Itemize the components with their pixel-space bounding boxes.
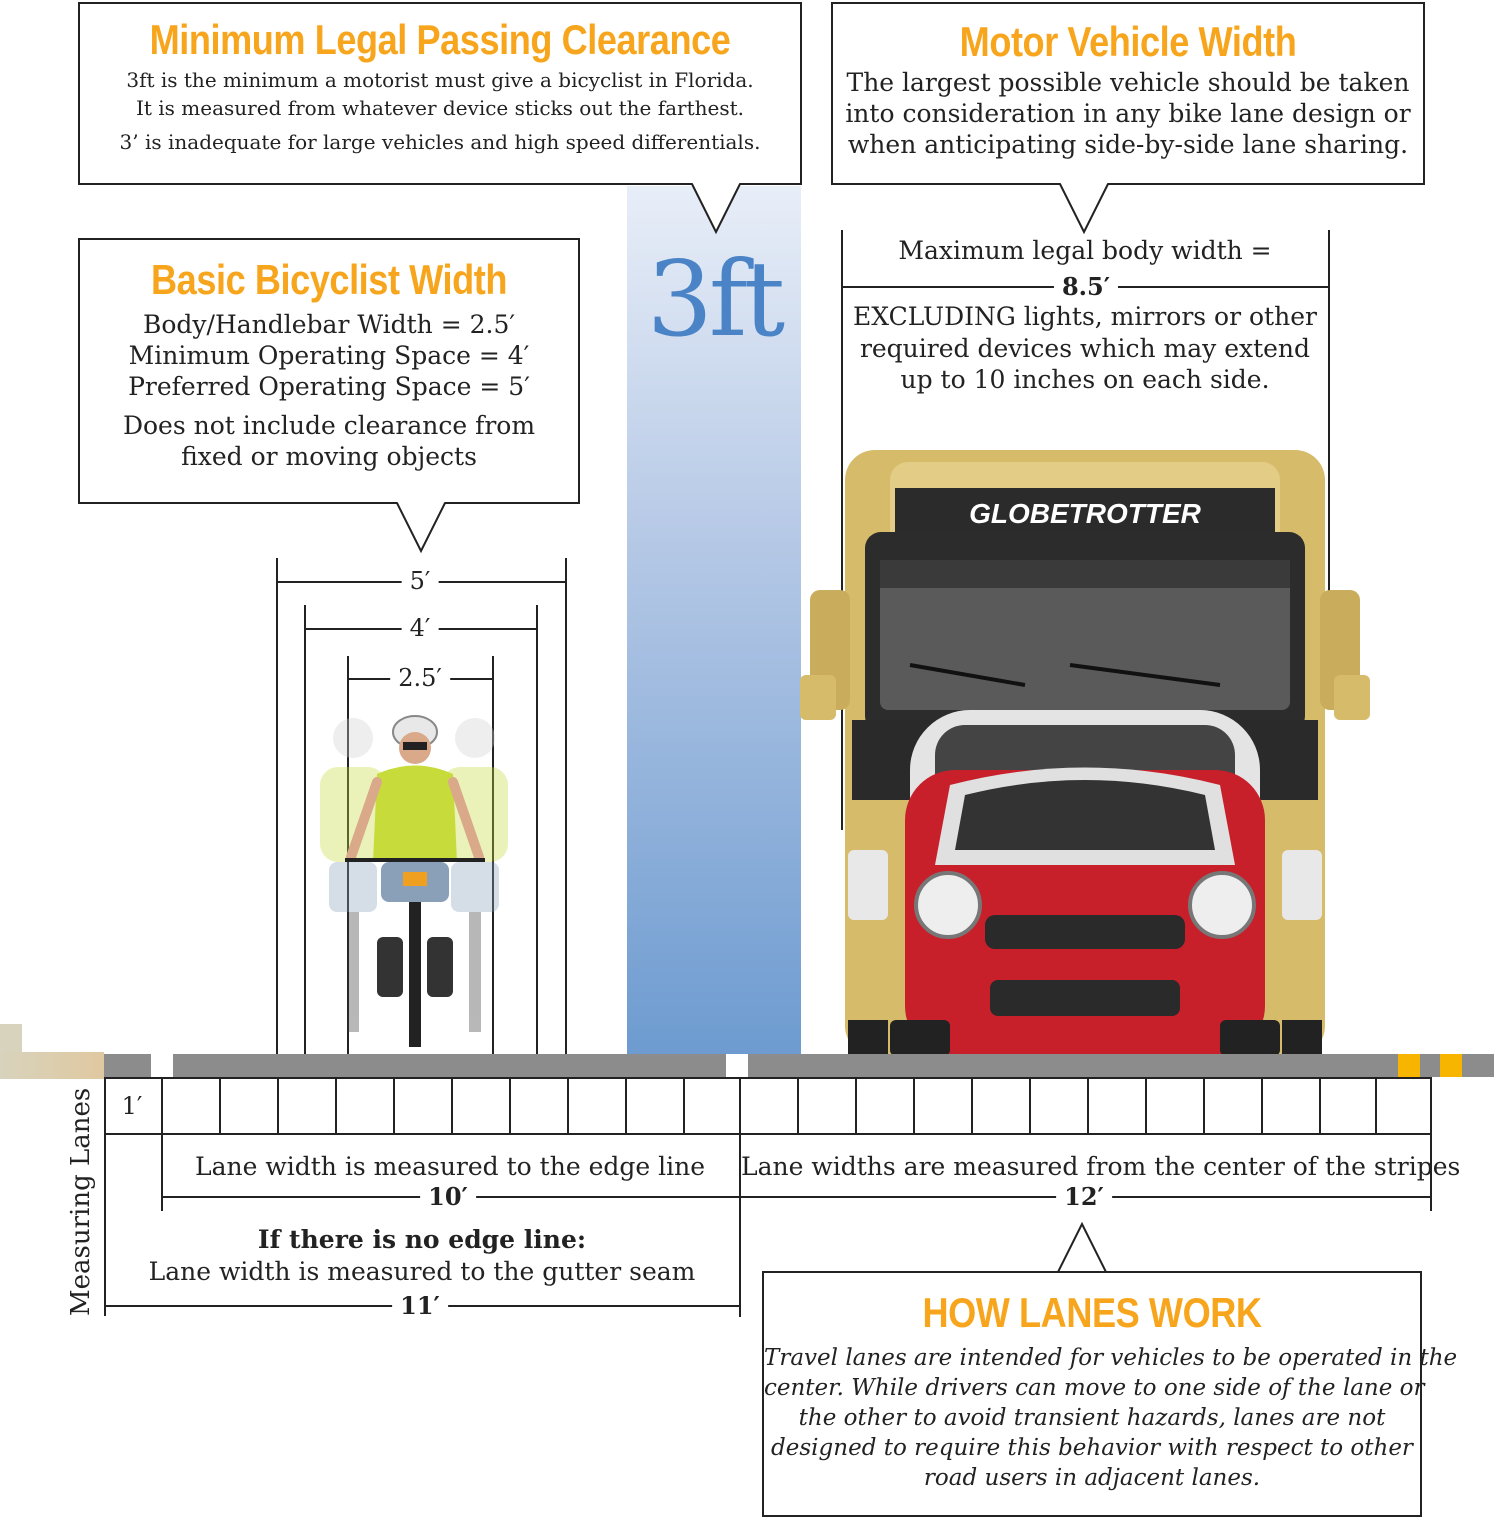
clearance-big-label: 3ft: [646, 238, 782, 360]
how-lanes-line-5: road users in adjacent lanes.: [923, 1465, 1261, 1491]
grid-cell: [1261, 1077, 1319, 1135]
stripes-text: Lane widths are measured from the center of the stripes: [741, 1152, 1461, 1181]
edge-line-value: 10′: [420, 1182, 476, 1211]
vehicle-excl-2: required devices which may extend: [859, 334, 1311, 363]
how-lanes-callout: [762, 1271, 1458, 1517]
grid-cell: [1029, 1077, 1087, 1135]
gutter-text: Lane width is measured to the gutter seam: [148, 1257, 696, 1286]
grid-cell: [161, 1077, 219, 1135]
grid-cell: [1375, 1077, 1432, 1135]
edge-line-stripe: [151, 1054, 173, 1077]
red-car: [890, 768, 1280, 1057]
bike-dim-4-label: 4′: [402, 614, 439, 642]
bike-dim-25-label: 2.5′: [390, 664, 450, 692]
vehicles-illustration: [790, 420, 1370, 1060]
grid-cell: [567, 1077, 625, 1135]
center-lane-stripe: [726, 1054, 748, 1077]
bicyclist-width-callout: [78, 238, 580, 504]
vehicle-line-3: when anticipating side-by-side lane sharing.: [847, 130, 1409, 159]
how-lanes-line-4: designed to require this behavior with respect to other: [771, 1435, 1413, 1461]
edge-line-text: Lane width is measured to the edge line: [194, 1152, 705, 1181]
grid-cell: [335, 1077, 393, 1135]
passing-clearance-title: Minimum Legal Passing Clearance: [149, 16, 731, 63]
measuring-lanes-label: Measuring Lanes: [66, 1087, 96, 1316]
grid-cell: [1087, 1077, 1145, 1135]
bicyclist-width-title: Basic Bicyclist Width: [151, 256, 507, 303]
yellow-stripe-2: [1440, 1054, 1462, 1077]
one-foot-label: 1′: [121, 1092, 143, 1120]
passing-callout-tail: [690, 182, 742, 236]
how-lanes-callout-tail: [1056, 1222, 1108, 1274]
passing-line-3: 3’ is inadequate for large vehicles and high speed differentials.: [119, 130, 761, 154]
vehicle-max-value: 8.5′: [1054, 272, 1118, 301]
truck-brand: GLOBETROTTER: [969, 498, 1201, 529]
vehicle-excl-1: EXCLUDING lights, mirrors or other: [853, 302, 1317, 331]
grid-cell: [1203, 1077, 1261, 1135]
vehicle-width-callout: [831, 2, 1425, 185]
grid-cell: [913, 1077, 971, 1135]
road-surface: [104, 1054, 1494, 1077]
grid-cell: [393, 1077, 451, 1135]
bicyclist-line-3: Preferred Operating Space = 5′: [128, 372, 530, 401]
bike-dim-5-right: [565, 558, 567, 1055]
vehicle-line-1: The largest possible vehicle should be taken: [846, 68, 1410, 97]
grid-cell: [277, 1077, 335, 1135]
how-lanes-line-1: Travel lanes are intended for vehicles to be operated in the: [764, 1345, 1458, 1371]
grid-cell: [855, 1077, 913, 1135]
how-lanes-line-3: the other to avoid transient hazards, lanes are not: [798, 1405, 1386, 1431]
passing-line-1: 3ft is the minimum a motorist must give a bicyclist in Florida.: [126, 68, 754, 92]
cyclist-ghost-left: [320, 718, 386, 1032]
gutter: [0, 1052, 104, 1079]
yellow-stripe-1: [1398, 1054, 1420, 1077]
vehicle-max-label: Maximum legal body width =: [845, 236, 1325, 265]
grid-cell: [451, 1077, 509, 1135]
grid-cell: [1319, 1077, 1375, 1135]
vehicle-line-2: into consideration in any bike lane design or: [845, 99, 1411, 128]
grid-cell: [219, 1077, 277, 1135]
bicyclist-line-2: Minimum Operating Space = 4′: [128, 341, 530, 370]
passing-clearance-callout: [78, 2, 802, 185]
stripes-value: 12′: [1056, 1182, 1112, 1211]
grid-cell: [971, 1077, 1029, 1135]
how-lanes-title: HOW LANES WORK: [922, 1289, 1262, 1336]
bike-dim-5-left: [276, 558, 278, 1055]
bicyclist-callout-tail: [395, 501, 447, 555]
how-lanes-line-2: center. While drivers can move to one side of the lane or: [764, 1375, 1425, 1401]
grid-cell: [797, 1077, 855, 1135]
vehicle-callout-tail: [1058, 182, 1110, 236]
dim-10-12-line: [161, 1196, 1431, 1198]
cyclist-illustration: [285, 712, 565, 1057]
grid-cell: [509, 1077, 567, 1135]
bike-dim-5-label: 5′: [402, 567, 439, 595]
bicyclist-note-1: Does not include clearance from: [122, 411, 536, 440]
no-edge-line-bold: If there is no edge line:: [257, 1225, 587, 1254]
grid-cell: [739, 1077, 797, 1135]
vehicle-excl-3: up to 10 inches on each side.: [900, 365, 1270, 394]
gutter-value: 11′: [392, 1291, 448, 1320]
grid-cell: [1145, 1077, 1203, 1135]
bicyclist-note-2: fixed or moving objects: [181, 442, 477, 471]
vehicle-width-title: Motor Vehicle Width: [959, 18, 1297, 65]
grid-cell: [683, 1077, 739, 1135]
grid-cell: [625, 1077, 683, 1135]
bicyclist-line-1: Body/Handlebar Width = 2.5′: [142, 310, 516, 339]
passing-line-2: It is measured from whatever device sticks out the farthest.: [135, 96, 744, 120]
